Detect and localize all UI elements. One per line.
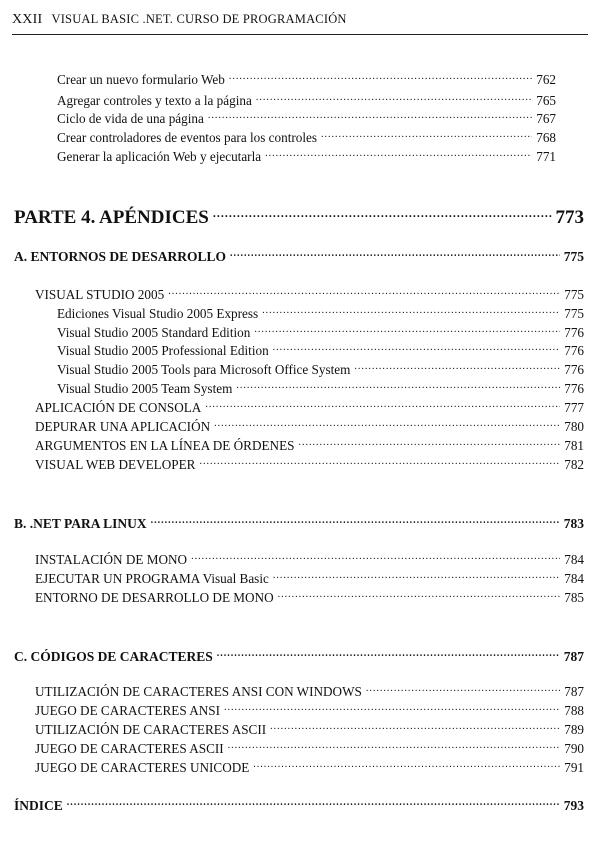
leader-dots (298, 437, 560, 450)
toc-entry-page: 775 (564, 287, 584, 303)
header-page-number: XXII (12, 12, 43, 27)
toc-entry-title: ENTORNO DE DESARROLLO DE MONO (35, 590, 274, 606)
toc-entry-title: JUEGO DE CARACTERES ASCII (35, 741, 224, 757)
running-header (12, 12, 588, 35)
toc-entry-page: 765 (536, 93, 556, 109)
toc-entry-page: 776 (564, 381, 584, 397)
section-page: 793 (563, 797, 584, 813)
leader-dots (208, 110, 532, 123)
toc-entry-title: JUEGO DE CARACTERES ANSI (35, 703, 221, 719)
leader-dots (230, 247, 560, 261)
section-title: A. ENTORNOS DE DESARROLLO (14, 248, 227, 264)
toc-entry-title: APLICACIÓN DE CONSOLA (35, 400, 202, 416)
toc-entry[interactable] (35, 721, 584, 738)
toc-entry-page: 788 (564, 703, 584, 719)
toc-entry-title: Agregar controles y texto a la página (57, 93, 252, 109)
toc-entry[interactable] (35, 702, 584, 719)
leader-dots (67, 796, 560, 810)
toc-entry-page: 767 (536, 111, 556, 127)
leader-dots (273, 570, 560, 583)
part-page: 773 (555, 207, 584, 228)
section-page: 783 (563, 515, 584, 531)
toc-entry-page: 790 (564, 741, 584, 757)
toc-entry[interactable] (57, 110, 556, 127)
toc-entry-title: JUEGO DE CARACTERES UNICODE (35, 760, 250, 776)
toc-entry-title: Visual Studio 2005 Team System (57, 381, 233, 397)
toc-entry-title: VISUAL STUDIO 2005 (35, 287, 165, 303)
leader-dots (278, 589, 561, 602)
toc-entry-title: UTILIZACIÓN DE CARACTERES ANSI CON WINDOWS (35, 684, 362, 700)
toc-entry[interactable] (35, 759, 584, 776)
leader-dots (254, 324, 560, 337)
section-title: B. .NET PARA LINUX (14, 515, 147, 531)
leader-dots (256, 92, 532, 105)
toc-section-heading[interactable] (14, 647, 584, 665)
toc-entry[interactable] (57, 305, 584, 322)
toc-entry-page: 777 (564, 400, 584, 416)
toc-entry[interactable] (35, 740, 584, 757)
leader-dots (205, 399, 560, 412)
toc-entry-title: Ciclo de vida de una página (57, 111, 204, 127)
part-title: PARTE 4. APÉNDICES (14, 207, 209, 228)
toc-part-heading[interactable] (14, 204, 584, 229)
toc-entry[interactable] (35, 589, 584, 606)
leader-dots (168, 286, 560, 299)
toc-entry-title: Visual Studio 2005 Tools para Microsoft Office System (57, 362, 351, 378)
toc-entry[interactable] (57, 92, 556, 109)
toc-entry-title: Generar la aplicación Web y ejecutarla (57, 149, 262, 165)
toc-section-heading[interactable] (14, 247, 584, 265)
toc-entry[interactable] (35, 437, 584, 454)
leader-dots (217, 647, 560, 661)
toc-entry[interactable] (57, 342, 584, 359)
leader-dots (199, 456, 560, 469)
toc-entry[interactable] (57, 71, 556, 88)
toc-section-heading[interactable] (14, 514, 584, 532)
leader-dots (191, 551, 560, 564)
toc-entry-title: INSTALACIÓN DE MONO (35, 552, 188, 568)
toc-entry-page: 776 (564, 325, 584, 341)
toc-entry-page: 784 (564, 571, 584, 587)
toc-entry[interactable] (57, 324, 584, 341)
toc-entry[interactable] (35, 683, 584, 700)
toc-entry[interactable] (57, 129, 556, 146)
toc-entry-page: 771 (536, 149, 556, 165)
toc-entry-title: Crear controladores de eventos para los controles (57, 130, 317, 146)
leader-dots (354, 361, 560, 374)
leader-dots (236, 380, 560, 393)
toc-entry-page: 776 (564, 362, 584, 378)
leader-dots (273, 342, 561, 355)
toc-entry-title: Crear un nuevo formulario Web (57, 72, 225, 88)
leader-dots (151, 514, 560, 528)
leader-dots (229, 71, 532, 84)
leader-dots (321, 129, 532, 142)
toc-entry-title: Visual Studio 2005 Standard Edition (57, 325, 251, 341)
header-book-title: VISUAL BASIC .NET. CURSO DE PROGRAMACIÓN (51, 12, 347, 26)
toc-entry-page: 784 (564, 552, 584, 568)
leader-dots (253, 759, 560, 772)
toc-entry[interactable] (35, 286, 584, 303)
toc-entry-page: 775 (564, 306, 584, 322)
toc-entry-page: 781 (564, 438, 584, 454)
toc-entry-page: 789 (564, 722, 584, 738)
leader-dots (270, 721, 560, 734)
toc-entry[interactable] (57, 380, 584, 397)
toc-entry[interactable] (35, 570, 584, 587)
toc-entry-title: Visual Studio 2005 Professional Edition (57, 343, 269, 359)
toc-entry[interactable] (35, 456, 584, 473)
toc-entry-title: DEPURAR UNA APLICACIÓN (35, 419, 211, 435)
section-title: C. CÓDIGOS DE CARACTERES (14, 648, 213, 664)
leader-dots (214, 418, 560, 431)
section-title: ÍNDICE (14, 797, 63, 813)
leader-dots (213, 204, 552, 223)
toc-entry-title: VISUAL WEB DEVELOPER (35, 457, 196, 473)
toc-entry-title: ARGUMENTOS EN LA LÍNEA DE ÓRDENES (35, 438, 295, 454)
leader-dots (265, 148, 532, 161)
toc-entry-page: 780 (564, 419, 584, 435)
leader-dots (262, 305, 560, 318)
toc-section-heading[interactable] (14, 796, 584, 814)
section-page: 787 (563, 648, 584, 664)
toc-entry-page: 785 (564, 590, 584, 606)
toc-entry-page: 791 (564, 760, 584, 776)
toc-entry[interactable] (35, 399, 584, 416)
toc-entry[interactable] (57, 361, 584, 378)
toc-entry[interactable] (35, 418, 584, 435)
toc-entry-page: 782 (564, 457, 584, 473)
toc-entry-page: 787 (564, 684, 584, 700)
toc-entry-page: 776 (564, 343, 584, 359)
toc-entry[interactable] (35, 551, 584, 568)
toc-entry-title: UTILIZACIÓN DE CARACTERES ASCII (35, 722, 267, 738)
toc-entry-page: 768 (536, 130, 556, 146)
leader-dots (366, 683, 560, 696)
toc-entry-title: Ediciones Visual Studio 2005 Express (57, 306, 259, 322)
toc-entry[interactable] (57, 148, 556, 165)
section-page: 775 (563, 248, 584, 264)
toc-entry-title: EJECUTAR UN PROGRAMA Visual Basic (35, 571, 269, 587)
leader-dots (228, 740, 561, 753)
toc-entry-page: 762 (536, 72, 556, 88)
leader-dots (224, 702, 560, 715)
